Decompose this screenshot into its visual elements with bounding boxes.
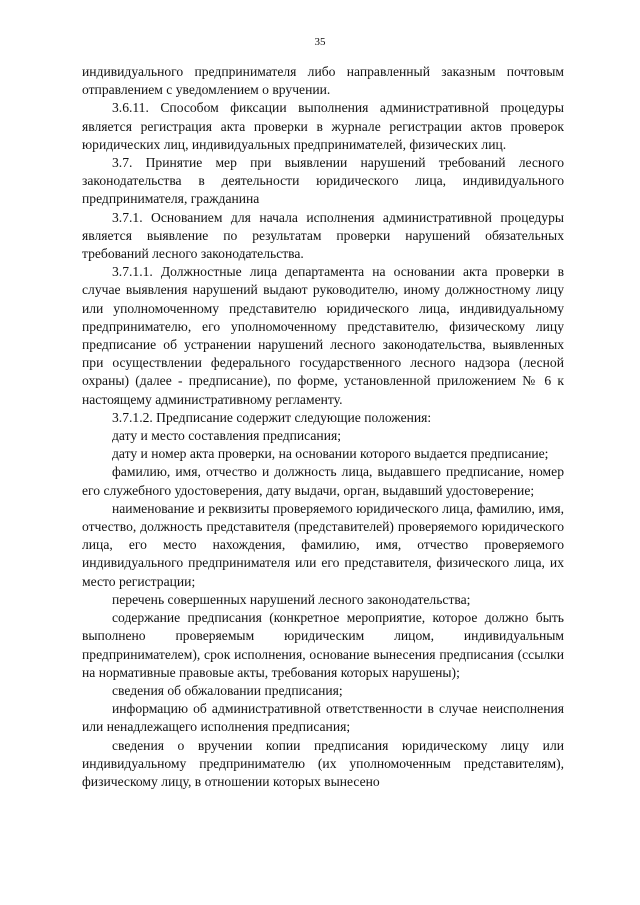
paragraph-3-7-1-2: 3.7.1.2. Предписание содержит следующие положения: (112, 409, 432, 425)
paragraph-continuation: индивидуального предпринимателя либо направленный заказным почтовым отправлением с уведомлением о вручении. (82, 64, 564, 98)
section-heading-3-7: 3.7. Принятие мер при выявлении нарушений требований лесного законодательства в деятельности юридического лица, индивидуального предпринимателя, гражданина (82, 155, 564, 207)
list-item: наименование и реквизиты проверяемого юридического лица, фамилию, имя, отчество, должность представителя (представителей) проверяемого юридического лица, его место нахождения, фамилию, имя, отчество проверяемого индивидуального предпринимателя или его представителя, физического лица, их место регистрации; (82, 500, 564, 589)
list-item: информацию об административной ответственности в случае неисполнения или ненадлежащего исполнения предписания; (82, 701, 564, 735)
list-item: сведения об обжаловании предписания; (112, 682, 343, 698)
paragraph-3-7-1: 3.7.1. Основанием для начала исполнения административной процедуры является выявление по результатам проверки нарушений обязательных требований лесного законодательства. (82, 209, 564, 262)
list-item: дату и место составления предписания; (112, 428, 341, 444)
list-item: перечень совершенных нарушений лесного законодательства; (112, 591, 471, 607)
list-item: содержание предписания (конкретное мероприятие, которое должно быть выполнено проверяемым юридическим лицом, индивидуальным предпринимателем), срок исполнения, основание вынесения предписания (ссылки на нормативные правовые акты, требования которых нарушены); (82, 610, 564, 680)
list-item: дату и номер акта проверки, на основании которого выдается предписание; (112, 446, 549, 462)
list-item: сведения о вручении копии предписания юридическому лицу или индивидуальному предпринимателю (их уполномоченным представителям), физическому лицу, в отношении которых вынесено (82, 737, 564, 789)
page-number: 35 (314, 36, 326, 48)
paragraph-3-6-11: 3.6.11. Способом фиксации выполнения административной процедуры является регистрация акта проверки в журнале регистрации актов проверок юридических лиц, индивидуальных предпринимателей, физических лиц. (82, 100, 564, 152)
list-item: фамилию, имя, отчество и должность лица, выдавшего предписание, номер его служебного удостоверения, дату выдачи, орган, выдавший удостоверение; (82, 464, 564, 498)
document-body (82, 63, 564, 791)
paragraph-3-7-1-1: 3.7.1.1. Должностные лица департамента на основании акта проверки в случае выявления нарушений выдают руководителю, иному должностному лицу или уполномоченному представителю юридического лица, индивидуальному предпринимателю, его уполномоченному представителю, физическому лицу предписание об устранении нарушений лесного законодательства, выявленных при осуществлении федерального государственного лесного надзора (лесной охраны) (далее - предписание), по форме, установленной приложением № 6 к настоящему административному регламенту. (82, 264, 564, 407)
